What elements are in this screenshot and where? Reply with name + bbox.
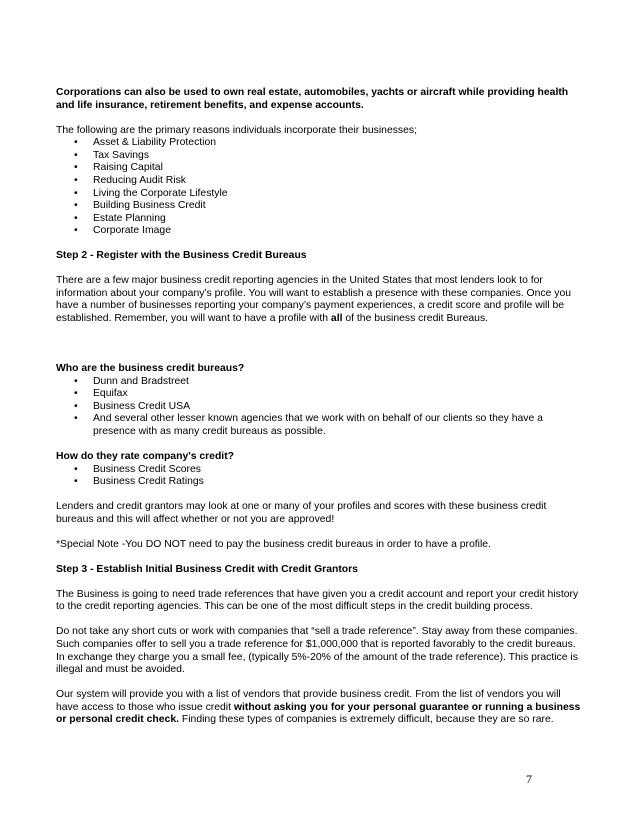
list-item-text: Living the Corporate Lifestyle	[93, 187, 228, 199]
bullet-icon: •	[74, 400, 78, 412]
rating-paragraph: Lenders and credit grantors may look at one or many of your profiles and scores with these business credit bureaus and this will affect whether or not you are approved!	[56, 501, 547, 525]
list-item	[56, 476, 586, 489]
page-content	[56, 87, 586, 739]
page-number: 7	[526, 772, 532, 786]
bullet-icon: •	[74, 200, 78, 212]
list-item	[56, 150, 586, 163]
bullet-icon: •	[74, 375, 78, 387]
intro-bold-paragraph: Corporations can also be used to own real estate, automobiles, yachts or aircraft while providing health and life insurance, retirement benefits, and expense accounts.	[56, 87, 569, 111]
step3-paragraph-3	[56, 689, 586, 727]
list-item-text: Building Business Credit	[93, 200, 206, 212]
bullet-icon: •	[74, 162, 78, 174]
list-item	[56, 225, 586, 238]
bureaus-heading: Who are the business credit bureaus?	[56, 363, 245, 375]
list-item-text: Reducing Audit Risk	[93, 174, 186, 186]
step2-text-b: of the business credit Bureaus.	[342, 313, 489, 325]
list-item	[56, 464, 586, 477]
step3-paragraph-1: The Business is going to need trade references that have given you a credit account and report your credit history to the credit reporting agencies. This can be one of the most difficult steps in the credit building process.	[56, 588, 579, 613]
list-item	[56, 175, 586, 188]
bullet-icon: •	[74, 463, 78, 475]
bullet-icon: •	[74, 225, 78, 237]
bullet-icon: •	[74, 476, 78, 488]
bullet-icon: •	[74, 174, 78, 186]
list-item-text: Dunn and Bradstreet	[93, 375, 189, 387]
list-item	[56, 376, 586, 389]
list-item	[56, 388, 586, 401]
section-spacer	[56, 338, 586, 363]
list-item-text: Business Credit Scores	[93, 463, 201, 475]
list-item	[56, 413, 586, 438]
bullet-icon: •	[74, 149, 78, 161]
bureaus-list	[56, 376, 586, 439]
list-item	[56, 401, 586, 414]
step2-text-bold: all	[330, 313, 343, 325]
list-item-text: Asset & Liability Protection	[93, 137, 217, 149]
step2-text-a: There are a few major business credit reporting agencies in the United States that most lenders look to for information about your company’s profile. You will want to establish a presence with these companies. Once you have a number of businesses reporting your company’s payment experiences, a credit score and profile will be established. Remember, you will want to have a profile with	[56, 275, 572, 325]
list-item	[56, 137, 586, 150]
list-item-text: Raising Capital	[93, 162, 163, 174]
reasons-lead: The following are the primary reasons individuals incorporate their businesses;	[56, 124, 417, 136]
list-item-text: Business Credit Ratings	[93, 476, 204, 488]
step3-p3-text-b: Finding these types of companies is extremely difficult, because they are so rare.	[179, 714, 554, 726]
bullet-icon: •	[74, 413, 78, 425]
step3-paragraph-2: Do not take any short cuts or work with companies that “sell a trade reference”. Stay away from these companies. Such companies offer to sell you a trade reference for $1,000,000 that is reported favorably to the credit bureaus. In exchange they charge you a small fee, (typically 5%-20% of the amount of the trade reference). This practice is illegal and must be avoided.	[56, 626, 578, 676]
bullet-icon: •	[74, 137, 78, 149]
step3-p3-text-a: Our system will provide you with a list of vendors that provide business credit. From the list of vendors you will have access to those who issue credit	[56, 689, 561, 713]
list-item-text: Tax Savings	[93, 149, 150, 161]
reasons-list	[56, 137, 586, 238]
step2-heading: Step 2 - Register with the Business Credit Bureaus	[56, 250, 307, 262]
special-note: *Special Note -You DO NOT need to pay the business credit bureaus in order to have a profile.	[56, 538, 491, 550]
list-item-text: And several other lesser known agencies that we work with on behalf of our clients so they have a presence with as many credit bureaus as possible.	[93, 413, 543, 438]
rating-list	[56, 464, 586, 489]
list-item-text: Estate Planning	[93, 212, 166, 224]
bullet-icon: •	[74, 187, 78, 199]
bullet-icon: •	[74, 212, 78, 224]
list-item-text: Business Credit USA	[93, 400, 191, 412]
list-item	[56, 213, 586, 226]
bullet-icon: •	[74, 388, 78, 400]
step2-paragraph	[56, 275, 586, 325]
list-item-text: Corporate Image	[93, 225, 171, 237]
rating-heading: How do they rate company's credit?	[56, 451, 234, 463]
list-item	[56, 162, 586, 175]
list-item	[56, 188, 586, 201]
list-item	[56, 200, 586, 213]
step3-p3-text-bold: without asking you for your personal guarantee or running a business or personal credit check.	[56, 701, 581, 726]
list-item-text: Equifax	[93, 388, 128, 400]
step3-heading: Step 3 - Establish Initial Business Credit with Credit Grantors	[56, 563, 358, 575]
